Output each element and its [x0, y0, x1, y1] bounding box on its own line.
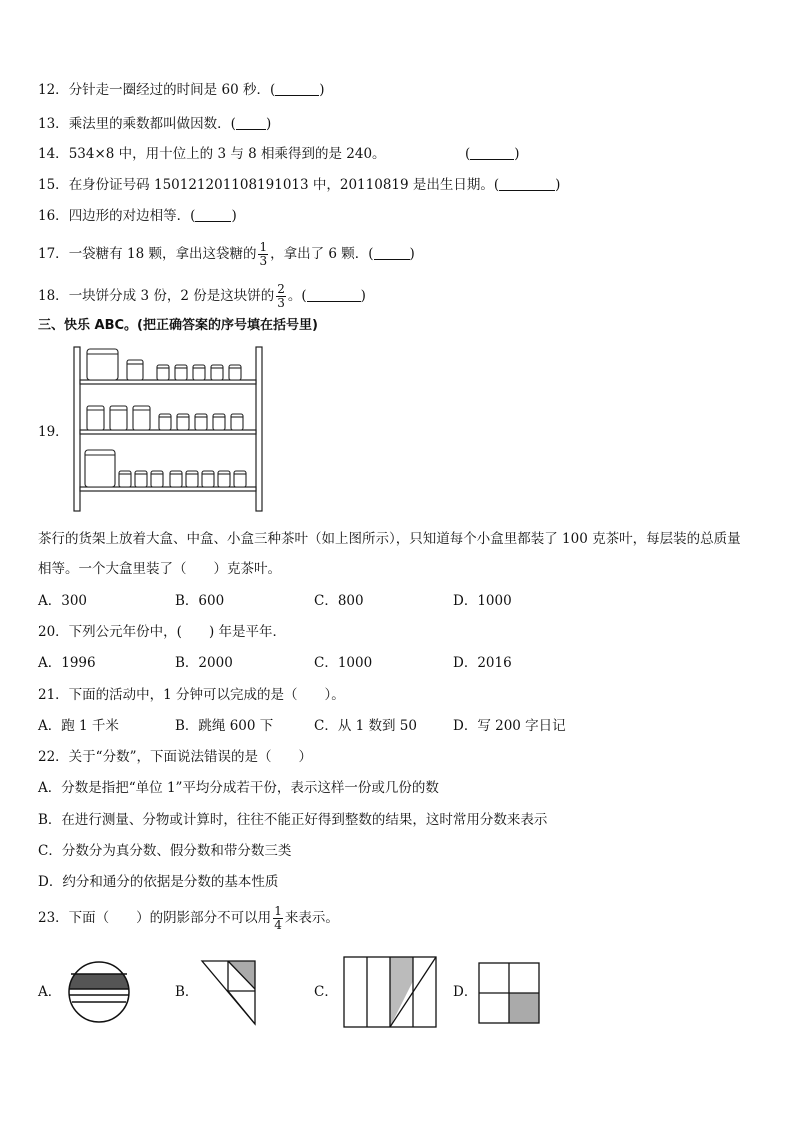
question-13: [38, 114, 271, 134]
question-text-line: 茶行的货架上放着大盒、中盒、小盒三种茶叶（如上图所示），只知道每个小盒里都装了 100 克茶叶，每层装的总质量: [38, 531, 741, 547]
option-a[interactable]: A．跑 1 千米: [38, 718, 119, 734]
option-c[interactable]: C．从 1 数到 50: [314, 718, 417, 734]
answer-blank[interactable]: [236, 117, 266, 130]
option-d[interactable]: D．约分和通分的依据是分数的基本性质: [38, 874, 279, 890]
question-text-continued: 来表示。: [284, 910, 339, 926]
option-a[interactable]: A．300: [38, 593, 88, 609]
numerator: 1: [274, 904, 282, 918]
fraction: [273, 905, 283, 932]
option-c[interactable]: C．800: [314, 593, 364, 609]
option-d[interactable]: D．1000: [453, 593, 512, 609]
option-c[interactable]: C．分数分为真分数、假分数和带分数三类: [38, 843, 292, 859]
question-number: 16．: [38, 208, 69, 224]
option-b[interactable]: B．在进行测量、分物或计算时，往往不能正好得到整数的结果，这时常用分数来表示: [38, 812, 548, 828]
question-text: 23．下面（ ）的阴影部分不可以用: [38, 910, 272, 926]
numerator: 1: [259, 240, 268, 254]
denominator: 3: [277, 296, 285, 310]
question-18: [38, 282, 366, 310]
fraction: [258, 241, 268, 268]
answer-blank[interactable]: [195, 209, 231, 222]
answer-blank[interactable]: [374, 247, 410, 260]
question-text: 分针走一圈经过的时间是 60 秒．(: [68, 82, 276, 98]
option-c[interactable]: C．1000: [314, 655, 373, 671]
option-c-label[interactable]: C．: [314, 984, 338, 1000]
close-paren: ): [265, 116, 272, 132]
option-a-circle-figure[interactable]: [66, 960, 132, 1024]
question-number: 13．: [38, 116, 69, 132]
option-b[interactable]: B．2000: [175, 655, 233, 671]
close-paren: ): [514, 146, 520, 162]
tea-shelf-illustration: [70, 343, 270, 515]
question-19-number: 19．: [38, 424, 69, 440]
option-b-triangle-figure[interactable]: [200, 959, 258, 1027]
question-number: 12．: [38, 82, 69, 98]
answer-blank[interactable]: [470, 147, 514, 160]
question-14: [38, 144, 386, 164]
question-14-answer: [465, 144, 520, 164]
question-text: 534×8 中，用十位上的 3 与 8 相乘得到的是 240。: [68, 146, 386, 162]
option-b-label[interactable]: B．: [175, 984, 199, 1000]
question-20: 20．下列公元年份中，( ) 年是平年．: [38, 624, 287, 640]
answer-blank[interactable]: [275, 83, 319, 96]
question-text: 一袋糖有 18 颗，拿出这袋糖的: [68, 246, 257, 262]
option-b[interactable]: B．600: [175, 593, 225, 609]
option-d[interactable]: D．写 200 字日记: [453, 718, 566, 734]
option-d-square-figure[interactable]: [477, 961, 541, 1025]
question-12: [38, 80, 325, 100]
question-17: [38, 240, 415, 268]
close-paren: ): [409, 246, 415, 262]
close-paren: ): [360, 288, 366, 304]
question-text: 在身份证号码 150121201108191013 中，20110819 是出生日期。(: [68, 177, 500, 193]
question-number: 15．: [38, 177, 69, 193]
answer-blank[interactable]: [499, 178, 555, 191]
fraction: [276, 283, 286, 310]
answer-blank[interactable]: [307, 289, 361, 302]
section-title: 三、快乐 ABC。(把正确答案的序号填在括号里): [38, 318, 318, 333]
option-a[interactable]: A．1996: [38, 655, 96, 671]
option-a-label[interactable]: A．: [38, 984, 62, 1000]
question-number: 18．: [38, 288, 69, 304]
question-number: 14．: [38, 146, 69, 162]
question-16: [38, 206, 237, 226]
option-d-label[interactable]: D．: [453, 984, 478, 1000]
question-text-line: 相等。一个大盒里装了（ ）克茶叶。: [38, 561, 281, 577]
denominator: 3: [259, 254, 268, 268]
question-text: 一块饼分成 3 份，2 份是这块饼的: [68, 288, 275, 304]
option-d[interactable]: D．2016: [453, 655, 512, 671]
question-15: [38, 175, 560, 195]
option-a[interactable]: A．分数是指把“单位 1”平均分成若干份，表示这样一份或几份的数: [38, 780, 439, 796]
question-22: 22．关于“分数”，下面说法错误的是（ ）: [38, 749, 312, 765]
option-b[interactable]: B．跳绳 600 下: [175, 718, 274, 734]
open-paren: (: [465, 146, 471, 162]
option-c-rectangle-figure[interactable]: [342, 955, 438, 1029]
close-paren: ): [231, 208, 237, 224]
question-21: 21．下面的活动中，1 分钟可以完成的是（ ）。: [38, 687, 345, 703]
question-text: 乘法里的乘数都叫做因数．(: [68, 116, 236, 132]
numerator: 2: [277, 282, 285, 296]
question-text-continued: 。(: [287, 288, 307, 304]
question-text: 四边形的对边相等．(: [68, 208, 196, 224]
question-number: 17．: [38, 246, 69, 262]
denominator: 4: [274, 918, 282, 932]
question-23: [38, 904, 339, 932]
close-paren: ): [319, 82, 325, 98]
question-text-continued: ，拿出了 6 颗．(: [270, 246, 374, 262]
question-19-text: [38, 524, 760, 584]
close-paren: ): [555, 177, 561, 193]
